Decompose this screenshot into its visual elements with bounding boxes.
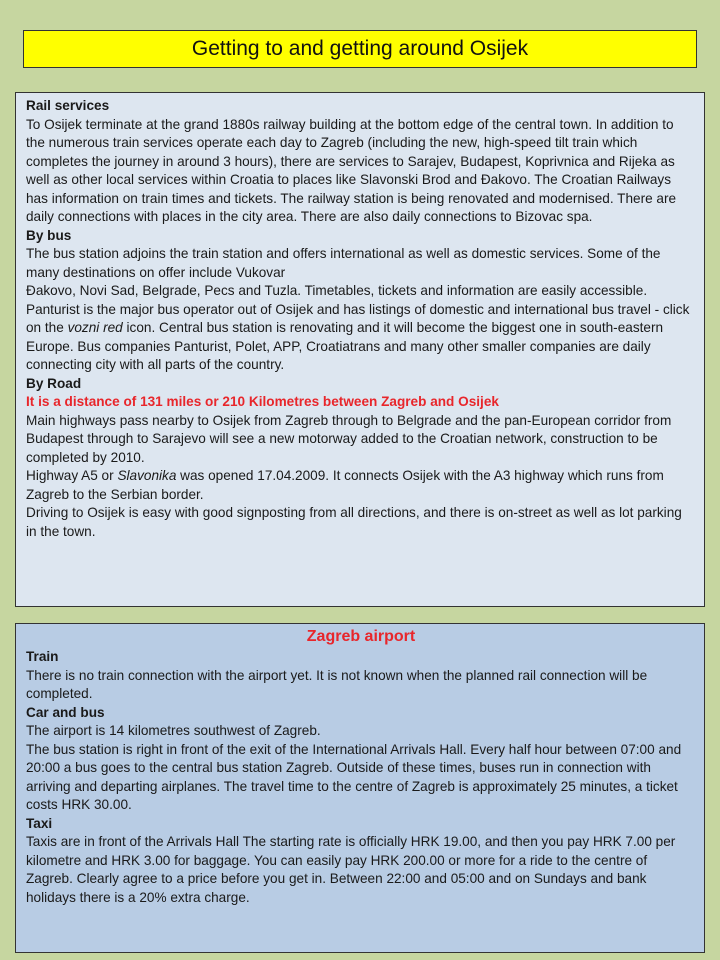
rail-text: To Osijek terminate at the grand 1880s railway building at the bottom edge of the central town. In addition to the numerous train services operate each day to Zagreb (including the new, high-speed tilt train which completes the journey in around 3 hours), there are services to Sarajev, Budapest, Koprivnica and Rijeka as well as other local services within Croatia to places like Slavonski Brod and Đakovo. The Croatian Railways has information on train times and tickets. The railway station is being renovated and modernised. There are daily connections with places in the city area. There are also daily connections to Bizovac spa.	[26, 116, 677, 224]
bus-text-1: The bus station adjoins the train station and offers international as well as domestic services. Some of the many destinations on offer include Vukovar	[26, 246, 661, 280]
vozni-red-link-text: vozni red	[67, 320, 123, 335]
car-bus-text-1: The airport is 14 kilometres southwest of Zagreb.	[26, 723, 321, 738]
train-text: There is no train connection with the airport yet. It is not known when the planned rail connection will be completed.	[26, 667, 648, 701]
bus-text-2: Đakovo, Novi Sad, Belgrade, Pecs and Tuzla. Timetables, tickets and information are easily accessible. Panturist is the major bus operator out of Osijek and has listings of domestic and international bus travel - click on the vozni red icon. Central bus station is renovating and it will become the biggest one in south-eastern Europe. Bus companies Panturist, Polet, APP, Croatiatrans and many other smaller companies are daily connecting city with all parts of the country.	[26, 283, 690, 372]
car-bus-heading: Car and bus	[26, 704, 105, 720]
road-text-2: Highway A5 or Slavonika was opened 17.04.2009. It connects Osijek with the A3 highway which runs from Zagreb to the Serbian border.	[26, 468, 664, 502]
slavonika-name: Slavonika	[117, 468, 177, 483]
road-heading: By Road	[26, 375, 82, 391]
taxi-text: Taxis are in front of the Arrivals Hall The starting rate is officially HRK 19.00, and then you pay HRK 7.00 per kilometre and HRK 3.00 for baggage. You can easily pay HRK 200.00 or more for a ride to the centre of Zagreb. Clearly agree to a price before you get in. Between 22:00 and 05:00 and on Sundays and bank holidays there is a 20% extra charge.	[26, 834, 676, 905]
bus-heading: By bus	[26, 227, 72, 243]
road-distance: It is a distance of 131 miles or 210 Kilometres between Zagreb and Osijek	[26, 394, 499, 409]
road-text-1: Main highways pass nearby to Osijek from Zagreb through to Belgrade and the pan-European corridor from Budapest through to Sarajevo will see a new motorway added to the Croatian network, construction to be completed by 2010.	[26, 412, 672, 465]
osijek-transport-panel	[15, 92, 705, 607]
train-heading: Train	[26, 649, 59, 664]
car-bus-text-2: The bus station is right in front of the exit of the International Arrivals Hall. Every half hour between 07:00 and 20:00 a bus goes to the central bus station Zagreb. Outside of these times, buses run in connection with arriving and departing airplanes. The travel time to the centre of Zagreb is approximately 25 minutes, a ticket costs HRK 30.00.	[26, 741, 682, 812]
taxi-heading: Taxi	[26, 815, 53, 831]
rail-heading: Rail services	[26, 98, 110, 113]
airport-title: Zagreb airport	[306, 628, 416, 645]
road-text-3: Driving to Osijek is easy with good signposting from all directions, and there is on-street as well as lot parking in the town.	[26, 505, 682, 539]
page-title: Getting to and getting around Osijek	[23, 30, 697, 68]
zagreb-airport-panel	[15, 623, 705, 953]
